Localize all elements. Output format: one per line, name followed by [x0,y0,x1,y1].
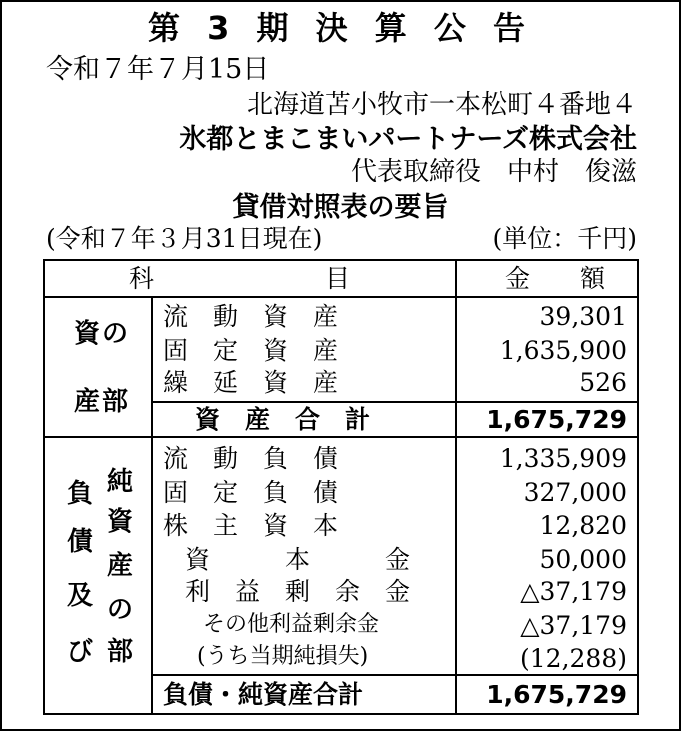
notice-date: 令和７年７月15日 [46,54,270,85]
asset-label-deferred: 繰 延 資 産 [163,368,339,397]
asset-value-current: 39,301 [539,302,627,331]
liab-total-value: 1,675,729 [486,680,627,709]
liab-group-col2-2: 資 [106,507,133,537]
asset-value-deferred: 526 [579,368,627,397]
liab-group-col2-3: 産 [106,551,133,581]
page-title: 第 3 期 決 算 公 告 [147,9,534,47]
group-column-divider [151,296,153,713]
unit-label: (単位：千円) [492,224,637,253]
liab-label-current: 流 動 負 債 [163,444,339,473]
equity-label-net-loss: (うち当期純損失) [197,644,369,669]
liab-group-col1-2: 債 [66,527,93,557]
equity-value-net-loss: (12,288) [520,644,627,673]
assets-total-divider [151,401,637,403]
section-divider [45,436,637,438]
asset-value-fixed: 1,635,900 [499,336,627,365]
equity-label-capital: 資 本 金 [185,545,411,574]
liab-total-label: 負債・純資産合計 [163,680,364,709]
liab-group-col1-4: び [66,637,93,667]
liab-group-col1-1: 負 [66,479,93,509]
equity-value-shareholders: 12,820 [539,511,627,540]
col-amount: 金 額 [504,264,605,293]
balance-sheet-table [43,259,639,715]
company-address: 北海道苫小牧市一本松町４番地４ [246,90,637,120]
equity-value-capital: 50,000 [539,545,627,574]
liab-group-col2-5: 部 [106,637,133,667]
assets-total-label: 資 産 合 計 [195,405,371,434]
amount-column-divider [455,261,457,713]
as-of-date: (令和７年３月31日現在) [46,224,323,253]
equity-label-other-retained: その他利益剰余金 [203,612,380,637]
header-divider [45,296,637,298]
liab-value-fixed: 327,000 [523,478,627,507]
liab-label-fixed: 固 定 負 債 [163,478,339,507]
liab-value-current: 1,335,909 [499,444,627,473]
equity-value-other-retained: △37,179 [520,611,627,640]
equity-label-shareholders: 株 主 資 本 [163,511,339,540]
assets-group-line2: 産部 [73,387,130,417]
liab-group-col1-3: 及 [66,581,93,611]
equity-value-retained: △37,179 [520,577,627,606]
asset-label-fixed: 固 定 資 産 [163,336,339,365]
section-title: 貸借対照表の要旨 [232,192,449,223]
asset-label-current: 流 動 資 産 [163,302,339,331]
representative: 代表取締役 中村 俊滋 [350,157,637,187]
col-account-left: 科 [129,264,155,293]
assets-group-line1: 資の [73,319,130,349]
liab-group-col2-4: の [106,595,133,625]
liab-group-col2-1: 純 [106,467,133,497]
company-name: 氷都とまこまいパートナーズ株式会社 [179,124,637,155]
liab-total-divider [151,674,637,676]
equity-label-retained: 利 益 剰 余 金 [185,577,411,606]
col-account-right: 目 [325,264,351,293]
assets-total-value: 1,675,729 [486,405,627,434]
